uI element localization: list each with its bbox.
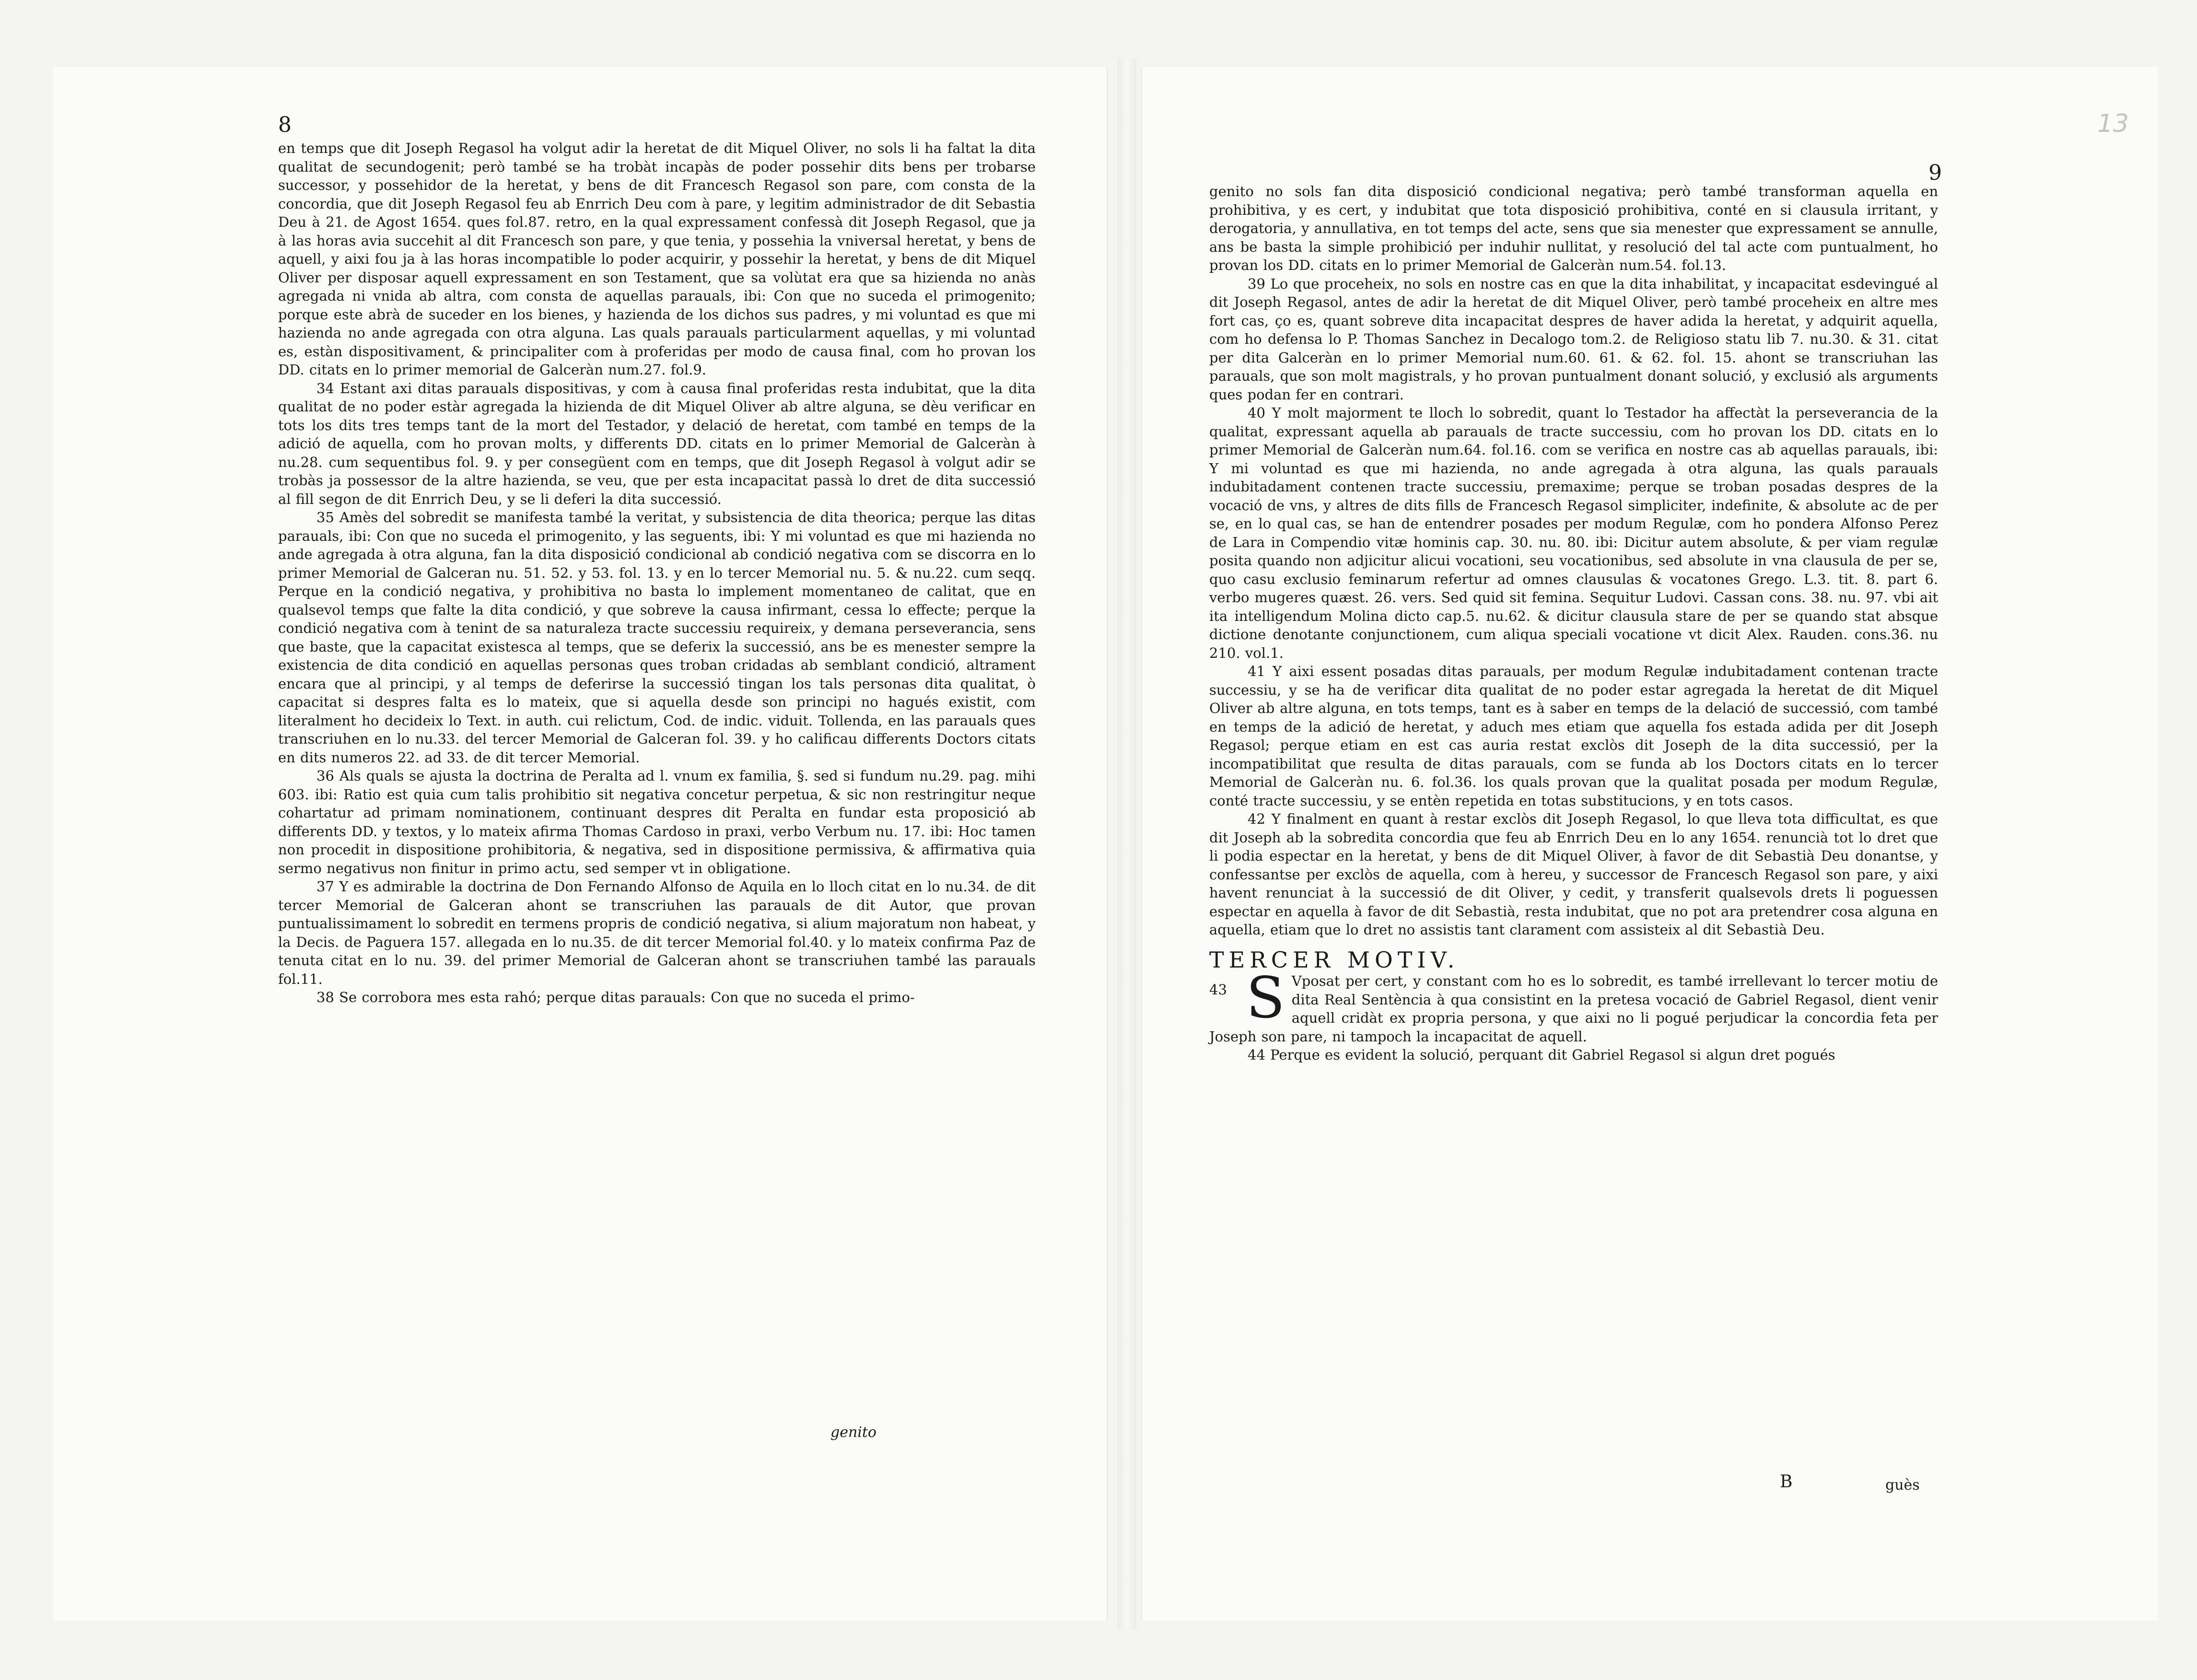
right-page xyxy=(1141,67,2158,1621)
paragraph: 39 Lo que proceheix, no sols en nostre cas en que la dita inhabilitat, y incapacitat esdevingué al dit Joseph Regasol, antes de adir la heretat de dit Miquel Oliver, però també proceheix en altre mes fort cas, ço es, quant sobreve dita incapacitat despres de haver adida la heretat, y adquirit aquella, com ho defensa lo P. Thomas Sanchez in Decalogo tom.2. de Religioso statu lib 7. nu.30. & 31. citat per dita Galceràn en lo primer Memorial num.60. 61. & 62. fol. 15. ahont se transcriuhan las parauals, que son molt magistrals, y ho provan puntualment donant solució, y exclusió als arguments ques podan fer en contrari. xyxy=(1209,275,1938,403)
page-number: 8 xyxy=(278,113,292,137)
paragraph: 37 Y es admirable la doctrina de Don Fernando Alfonso de Aquila en lo lloch citat en lo nu.34. de dit tercer Memorial de Galceran ahont se transcriuhen las parauals de dit Autor, que provan puntualissimament lo sobredit en termens propris de condició negativa, si alium majoratum non habeat, y la Decis. de Paguera 157. allegada en lo nu.35. de dit tercer Memorial fol.40. y lo mateix confirma Paz de tenuta citat en lo nu. 39. del primer Memorial de Galceran ahont se transcriuhen també las parauals fol.11. xyxy=(278,878,1036,987)
section-heading: TERCER MOTIV. xyxy=(1209,946,1460,973)
signature-mark: B xyxy=(1780,1472,1793,1492)
paragraph: 38 Se corrobora mes esta rahó; perque ditas parauals: Con que no suceda el primo- xyxy=(316,989,915,1005)
paragraph: 44 Perque es evident la solució, perquant dit Gabriel Regasol si algun dret pogués xyxy=(1248,1047,1835,1063)
right-page-body xyxy=(1209,182,1938,1064)
drop-cap: S xyxy=(1246,965,1285,1031)
paragraph-text: Vposat per cert, y constant com ho es lo sobredit, es també irrellevant lo tercer motiu de dita Real Sentència à qua consistint en la pretesa vocació de Gabriel Regasol, dient venir aquell cridàt ex propria persona, y que aixi no li pogué perjudicar la concordia feta per Joseph son pare, ni tampoch la incapacitat de aquell. xyxy=(1209,973,1938,1045)
paragraph: 40 Y molt majorment te lloch lo sobredit, quant lo Testador ha affectàt la perseverancia de la qualitat, expressant aquella ab parauals de tracte successiu, com ho provan los DD. citats en lo primer Memorial de Galceràn num.64. fol.16. com se verifica en nostre cas ab aquellas parauals, ibi: Y mi voluntad es que mi hazienda, no ande agregada à otra alguna, las quals parauals indubitadament contenen tracte successiu, premaxime; perque se troban posadas despres de la vocació de vns, y altres de dits fills de Francesch Regasol simpliciter, indefinite, & absolute ac de per se, en lo qual cas, se han de entendrer posades per modum Regulæ, com ho pondera Alfonso Perez de Lara in Compendio vitæ hominis cap. 30. nu. 80. ibi: Dicitur autem absolute, & per viam regulæ posita quando non adjicitur alicui vocationi, seu vocationibus, sed absolute in vna clausula de per se, quo casu exclusio feminarum refertur ad omnes clausulas & vocatones Grego. L.3. tit. 8. part 6. verbo mugeres quæst. 26. vers. Sed quid sit femina. Sequitur Ludovi. Cassan cons. 38. nu. 97. vbi ait ita intelligendum Molina dicto cap.5. nu.62. & dicitur clausula stare de per se quando stat absque dictione denotante conjunctionem, cum aliqua speciali vocatione vt dicit Alex. Rauden. cons.36. nu 210. vol.1. xyxy=(1209,405,1938,661)
paragraph: genito no sols fan dita disposició condicional negativa; però també transforman aquella en prohibitiva, y es cert, y indubitat que tota disposició prohibitiva, conté en si clausula irritant, y derogatoria, y annullativa, en tot temps del acte, sens que sia menester que expressament se annulle, ans be basta la simple prohibició per induhir nullitat, y resolució del tal acte com puntualment, ho provan los DD. citats en lo primer Memorial de Galceràn num.54. fol.13. xyxy=(1209,183,1938,273)
book-gutter xyxy=(1117,58,1136,1630)
catchword: genito xyxy=(830,1424,876,1441)
paragraph: en temps que dit Joseph Regasol ha volgut adir la heretat de dit Miquel Oliver, no sols li ha faltat la dita qualitat de secundogenit; però també se ha trobàt incapàs de poder possehir dits bens per trobarse successor, y possehidor de la heretat, y bens de dit Francesch Regasol son pare, com consta de la concordia, que dit Joseph Regasol feu ab Enrrich Deu com à pare, y legitim administrador de dit Sebastia Deu à 21. de Agost 1654. ques fol.87. retro, en la qual expressament confessà dit Joseph Regasol, que ja à las horas avia succehit al dit Francesch son pare, y que tenia, y possehia la vniversal heretat, y bens de aquell, y aixi fou ja à las horas incompatible lo poder acquirir, y possehir la heretat, y bens de dit Miquel Oliver per disposar aquell expressament en son Testament, que sa volùtat era que sa hizienda no anàs agregada ni vnida ab altra, com consta de aquellas parauals, ibi: Con que no suceda el primogenito; porque este abrà de suceder en los bienes, y hazienda de los dichos sus padres, y mi voluntad es que mi hazienda no ande agregada con otra alguna. Las quals parauals particularment aquellas, y mi voluntad es, estàn dispositivament, & principaliter com à proferidas per modo de causa final, com ho provan los DD. citats en lo primer memorial de Galceràn num.27. fol.9. xyxy=(278,140,1036,378)
paragraph-number: 43 xyxy=(1209,981,1227,998)
page-number: 9 xyxy=(1928,161,1943,185)
catchword: guès xyxy=(1885,1477,1920,1493)
paragraph: 42 Y finalment en quant à restar exclòs dit Joseph Regasol, lo que lleva tota difficultat, es que dit Joseph ab la sobredita concordia que feu ab Enrrich Deu en lo any 1654. renuncià tot lo dret que li podia espectar en la heretat, y bens de dit Miquel Oliver, à favor de dit Sebastià Deu donantse, y confessantse per exclòs de aquella, com à hereu, y successor de Francesch Regasol son pare, y aixi havent renunciat à la successió de dit Oliver, y cedit, y transferit qualsevols drets li poguessen espectar en aquella à favor de dit Sebastià, resta indubitat, que no pot ara pretendrer cosa alguna en aquella, etiam que lo dret no assistis tant clarament com assisteix al dit Sebastià Deu. xyxy=(1209,811,1938,938)
paragraph: 41 Y aixi essent posadas ditas parauals, per modum Regulæ indubitadament contenan tracte successiu, y se ha de verificar dita qualitat de no poder estar agregada la heretat de dit Miquel Oliver ab altre alguna, en tots temps, tant es à saber en temps de la delació de successió, com també en temps de la adició de heretat, y aduch mes etiam que aquella fos estada adida per dit Joseph Regasol; perque etiam en est cas auria restat exclòs dit Joseph de la dita successió, per la incompatibilitat que resulta de ditas parauals, com se funda ab los Doctors citats en lo tercer Memorial de Galceràn nu. 6. fol.36. los quals provan que la qualitat posada per modum Regulæ, conté tracte successiu, y se entèn repetida en totas substitucions, y en tots casos. xyxy=(1209,663,1938,809)
paragraph: 36 Als quals se ajusta la doctrina de Peralta ad l. vnum ex familia, §. sed si fundum nu.29. pag. mihi 603. ibi: Ratio est quia cum talis prohibitio sit negativa concetur perpetua, & sic non restringitur neque cohartatur ad primam nominationem, continuant despres dit Peralta en fundar esta proposició ab differents DD. y textos, y lo mateix afirma Thomas Cardoso in praxi, verbo Verbum nu. 17. ibi: Hoc tamen non procedit in dispositione prohibitoria, & negativa, sed in dispositione permissiva, & affirmativa quia sermo negativus non finitur in primo actu, sed semper vt in obligatione. xyxy=(278,768,1036,876)
paragraph: 34 Estant axi ditas parauals dispositivas, y com à causa final proferidas resta indubitat, que la dita qualitat de no poder estàr agregada la hizienda de dit Miquel Oliver ab altre alguna, se dèu verificar en tots los dits tres temps tant de la mort del Testador, y delació de heretat, com també en temps de la adició de aquella, com ho provan molts, y differents DD. citats en lo primer Memorial de Galceràn à nu.28. cum sequentibus fol. 9. y per consegüent com en temps, que dit Joseph Regasol à volgut adir se trobàs ja possessor de la altre hazienda, se veu, que per esta incapacitat passà lo dret de dita successió al fill segon de dit Enrrich Deu, y se li deferi la dita successió. xyxy=(278,380,1036,507)
handwritten-folio-number: 13 xyxy=(2097,109,2129,138)
paragraph: 35 Amès del sobredit se manifesta també la veritat, y subsistencia de dita theorica; perque las ditas parauals, ibi: Con que no suceda el primogenito, y las seguents, ibi: Y mi voluntad es que mi hazienda no ande agregada à otra alguna, fan la dita disposició condicional ab condició negativa com se discorra en lo primer Memorial de Galceran nu. 51. 52. y 53. fol. 13. y en lo tercer Memorial nu. 5. & nu.22. cum seqq. Perque en la condició negativa, y prohibitiva no basta lo implement momentaneo de calitat, que en qualsevol temps que falte la dita condició, y que sobreve la causa infirmant, cessa lo effecte; perque la condició negativa com à tenint de sa naturaleza tracte successiu requireix, y demana perseverancia, sens que baste, que la capacitat existesca al temps, que se deferix la successió, ans be es menester sempre la existencia de dita condició en aquellas personas ques troban cridadas ab semblant condició, altrament encara que al principi, y al temps de deferirse la successió tingan los tals personas dita qualitat, ò capacitat si despres falta es lo mateix, que si aquella desde son principi no hagués existit, com literalment ho decideix lo Text. in auth. cui relictum, Cod. de indic. viduit. Tollenda, en las parauals ques transcriuhen en lo nu.33. del tercer Memorial de Galceran fol. 39. y ho calificau differents Doctors citats en dits numeros 22. ad 33. de dit tercer Memorial. xyxy=(278,509,1036,766)
paragraph-43 xyxy=(1209,965,1938,1046)
left-page-body xyxy=(278,139,1036,1007)
left-page xyxy=(53,67,1108,1621)
